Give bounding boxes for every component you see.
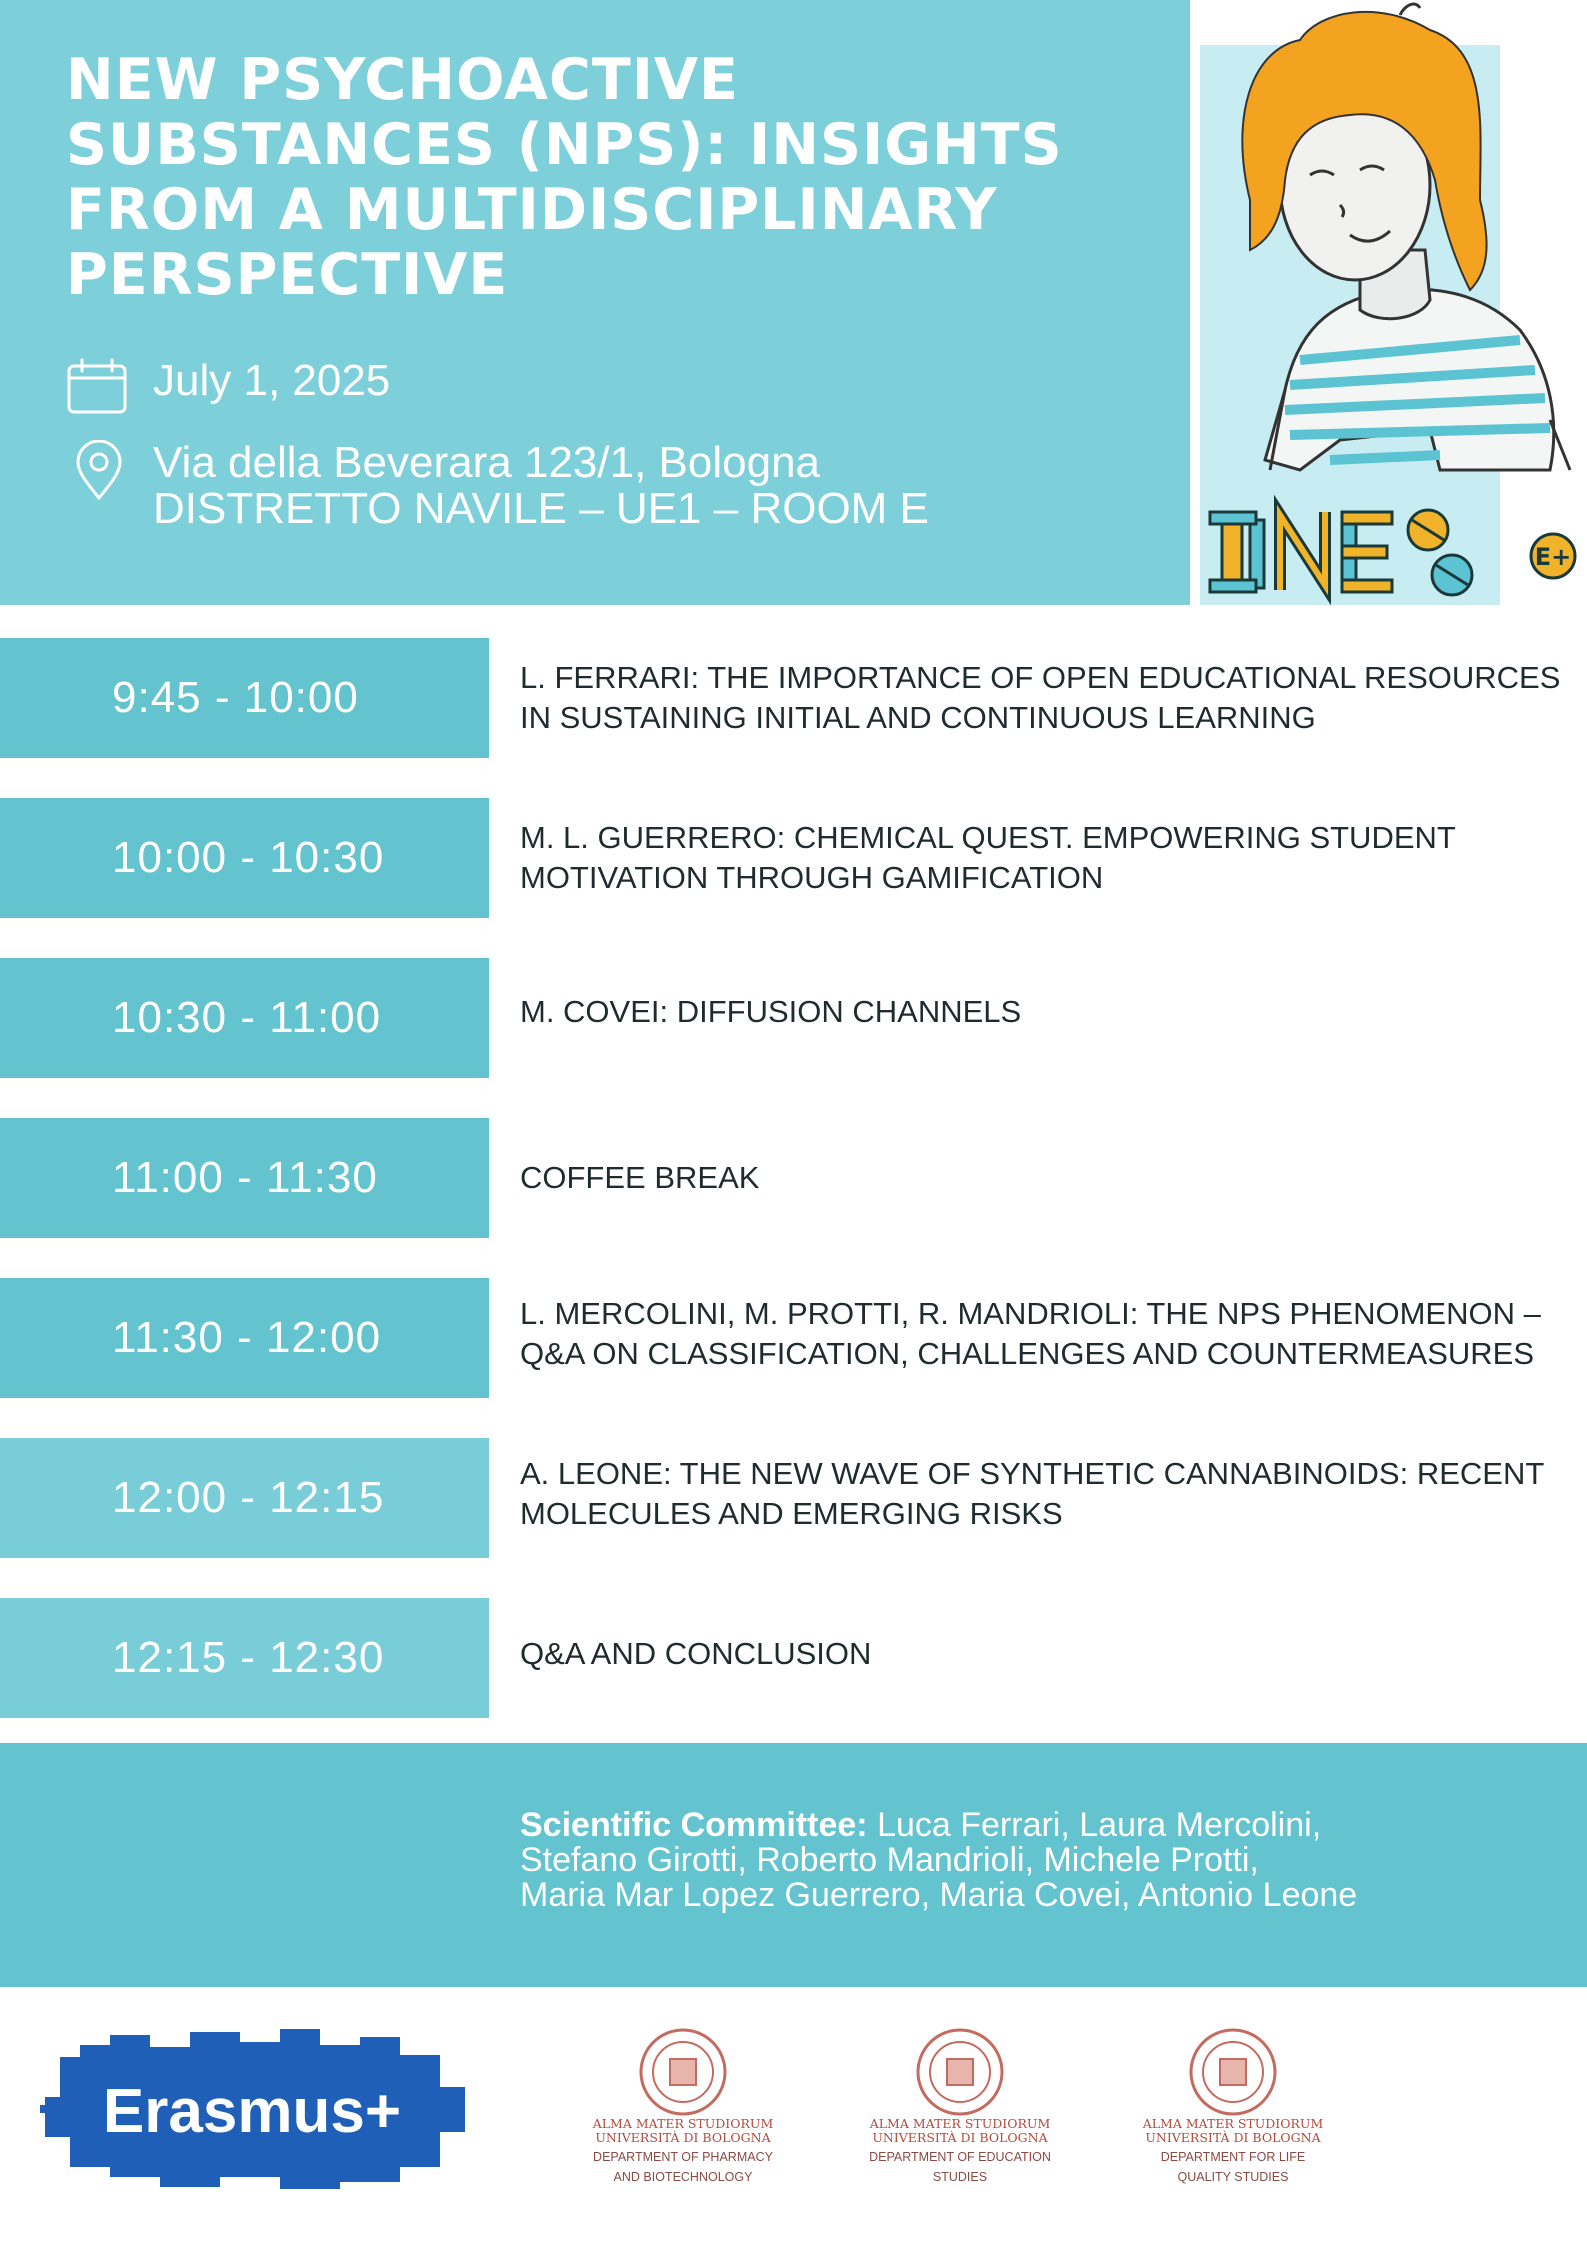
slot-time: 12:00 - 12:15 (0, 1438, 489, 1558)
schedule-row (0, 1118, 1587, 1238)
unibo-dept2: STUDIES (932, 2170, 988, 2184)
slot-time: 9:45 - 10:00 (0, 638, 489, 758)
unibo-dept1: DEPARTMENT FOR LIFE (1160, 2150, 1306, 2164)
unibo-dept2: AND BIOTECHNOLOGY (613, 2170, 753, 2184)
unibo-line1: ALMA MATER STUDIORUM (869, 2116, 1051, 2131)
unibo-line2: UNIVERSITÀ DI BOLOGNA (595, 2130, 771, 2145)
unibo-life-quality-logo (1133, 2027, 1333, 2185)
slot-time: 10:30 - 11:00 (0, 958, 489, 1078)
map-pin-icon (74, 440, 124, 502)
unibo-pharmacy-logo (583, 2027, 783, 2185)
slot-description: Q&A AND CONCLUSION (520, 1636, 872, 1671)
committee-names-line1: Luca Ferrari, Laura Mercolini, (877, 1806, 1322, 1844)
committee-names-line3: Maria Mar Lopez Guerrero, Maria Covei, Antonio Leone (520, 1876, 1358, 1914)
unibo-seal-icon (1188, 2027, 1278, 2117)
slot-time: 11:00 - 11:30 (0, 1118, 489, 1238)
mascot-drawing (1190, 0, 1587, 605)
event-address: Via della Beverara 123/1, Bologna (153, 438, 821, 487)
unibo-line1: ALMA MATER STUDIORUM (1142, 2116, 1324, 2131)
unibo-dept1: DEPARTMENT OF PHARMACY (593, 2150, 773, 2164)
slot-description: L. MERCOLINI, M. PROTTI, R. MANDRIOLI: THE NPS PHENOMENON – Q&A ON CLASSIFICATION, CHALLENGES AND COUNTERMEASURES (520, 1296, 1541, 1371)
event-title: NEW PSYCHOACTIVE SUBSTANCES (NPS): INSIGHTS FROM A MULTIDISCIPLINARY PERSPECTIVE (66, 47, 1063, 308)
unibo-education-logo (860, 2027, 1060, 2185)
schedule-row (0, 1438, 1587, 1558)
schedule-row (0, 1598, 1587, 1718)
slot-time: 10:00 - 10:30 (0, 798, 489, 918)
erasmus-logo (40, 2027, 465, 2192)
slot-time: 12:15 - 12:30 (0, 1598, 489, 1718)
schedule-row (0, 1278, 1587, 1398)
unibo-line2: UNIVERSITÀ DI BOLOGNA (1145, 2130, 1321, 2145)
unibo-line1: ALMA MATER STUDIORUM (592, 2116, 774, 2131)
committee-label: Scientific Committee: (520, 1806, 868, 1844)
event-date: July 1, 2025 (153, 356, 391, 405)
ines-badge: E+ (1534, 543, 1572, 571)
committee-names-line2: Stefano Girotti, Roberto Mandrioli, Michele Protti, (520, 1841, 1259, 1879)
calendar-icon (66, 358, 128, 416)
committee-text (520, 1808, 1570, 1913)
erasmus-text: Erasmus+ (102, 2077, 402, 2146)
unibo-seal-icon (638, 2027, 728, 2117)
unibo-line2: UNIVERSITÀ DI BOLOGNA (872, 2130, 1048, 2145)
unibo-seal-icon (915, 2027, 1005, 2117)
slot-description: M. L. GUERRERO: CHEMICAL QUEST. EMPOWERING STUDENT MOTIVATION THROUGH GAMIFICATION (520, 820, 1456, 895)
header-banner (0, 0, 1190, 605)
mascot-illustration (1190, 0, 1587, 605)
unibo-dept1: DEPARTMENT OF EDUCATION (869, 2150, 1051, 2164)
schedule-row (0, 798, 1587, 918)
event-room: DISTRETTO NAVILE – UE1 – ROOM E (153, 484, 929, 533)
slot-description: COFFEE BREAK (520, 1160, 760, 1195)
slot-description: M. COVEI: DIFFUSION CHANNELS (520, 994, 1022, 1029)
slot-description: A. LEONE: THE NEW WAVE OF SYNTHETIC CANNABINOIDS: RECENT MOLECULES AND EMERGING RISKS (520, 1456, 1544, 1531)
slot-time: 11:30 - 12:00 (0, 1278, 489, 1398)
scientific-committee (0, 1743, 1587, 1987)
schedule-row (0, 958, 1587, 1078)
slot-description: L. FERRARI: THE IMPORTANCE OF OPEN EDUCATIONAL RESOURCES IN SUSTAINING INITIAL AND CONTINUOUS LEARNING (520, 660, 1561, 735)
footer-logos (0, 1987, 1587, 2245)
unibo-dept2: QUALITY STUDIES (1177, 2170, 1289, 2184)
schedule-row (0, 638, 1587, 758)
